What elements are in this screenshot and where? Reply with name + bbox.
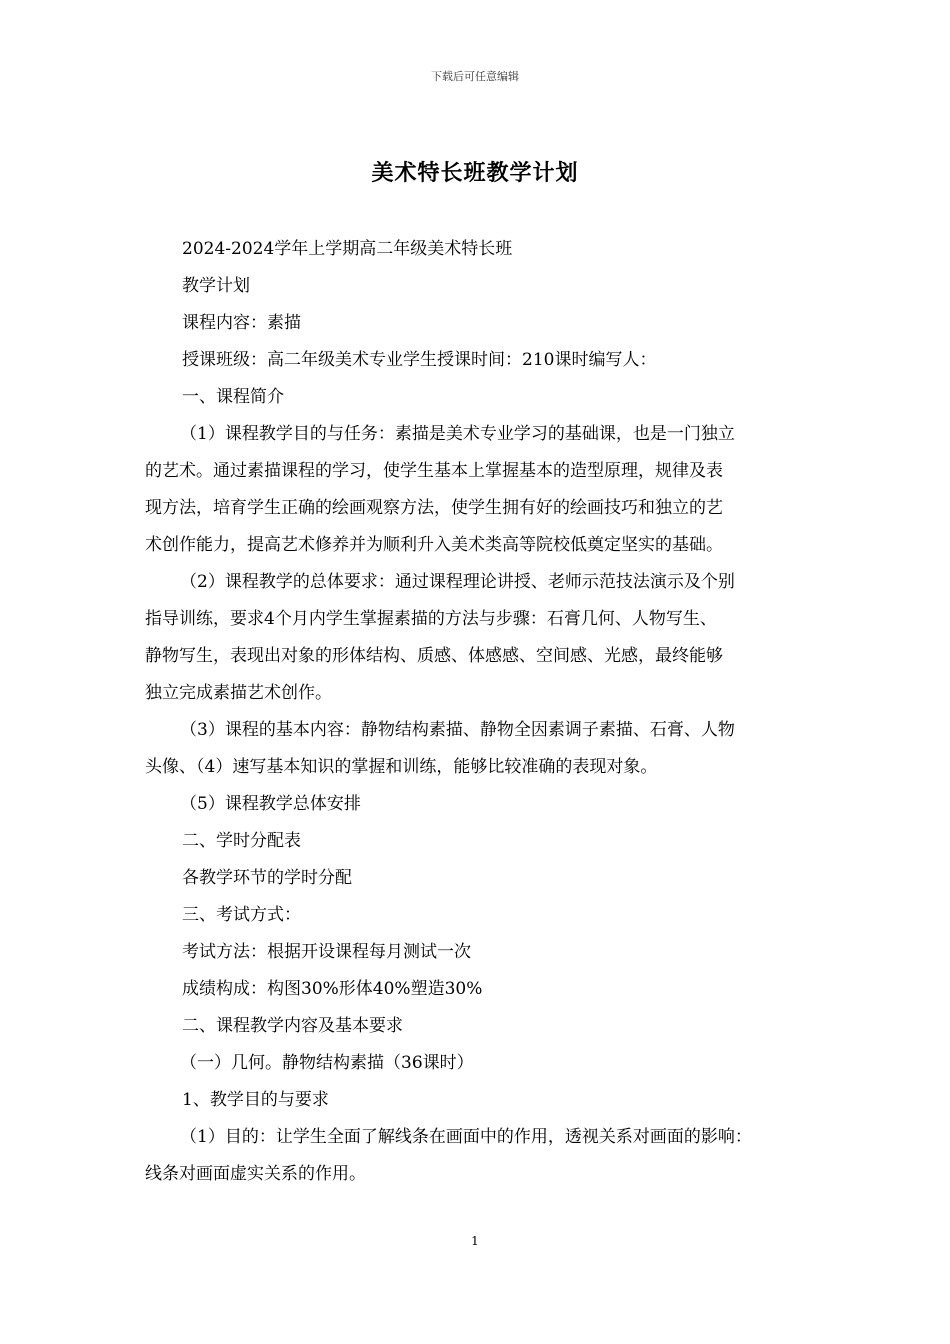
paragraph-line: （3）课程的基本内容：静物结构素描、静物全因素调子素描、石膏、人物: [180, 720, 735, 740]
paragraph-2: [145, 567, 807, 715]
paragraph-line: 现方法，培育学生正确的绘画观察方法，使学生拥有好的绘画技巧和独立的艺: [145, 498, 723, 518]
page-number: 1: [471, 1234, 479, 1248]
section-heading: 二、学时分配表: [182, 831, 301, 851]
paragraph-line: （1）课程教学目的与任务：素描是美术专业学习的基础课，也是一门独立: [180, 424, 735, 444]
plan-label: 教学计划: [182, 276, 250, 296]
paragraph-line: 术创作能力，提高艺术修养并为顺利升入美术类高等院校低奠定坚实的基础。: [145, 535, 723, 555]
paragraph-line: 线条对画面虚实关系的作用。: [145, 1164, 366, 1184]
grade-line: 成绩构成：构图30%形体40%塑造30%: [182, 979, 483, 999]
course-content-line: 课程内容：素描: [182, 313, 301, 333]
paragraph-line: （1）目的：让学生全面了解线条在画面中的作用，透视关系对画面的影响：: [180, 1127, 752, 1147]
item-5-line: （5）课程教学总体安排: [180, 794, 361, 814]
paragraph-line: 的艺术。通过素描课程的学习，使学生基本上掌握基本的造型原理，规律及表: [145, 461, 723, 481]
paragraph-3: [145, 715, 807, 789]
hours-line: 各教学环节的学时分配: [182, 868, 352, 888]
semester-line: 2024-2024学年上学期高二年级美术特长班: [182, 239, 513, 259]
section-heading: 三、考试方式：: [182, 905, 301, 925]
exam-method-line: 考试方法：根据开设课程每月测试一次: [182, 942, 471, 962]
paragraph-line: 独立完成素描艺术创作。: [145, 683, 332, 703]
section-heading: 一、课程简介: [182, 387, 284, 407]
paragraph-line: 指导训练，要求4个月内学生掌握素描的方法与步骤：石膏几何、人物写生、: [145, 609, 717, 629]
paragraph-line: 头像、（4）速写基本知识的掌握和训练，能够比较准确的表现对象。: [145, 757, 658, 777]
paragraph-line: 静物写生，表现出对象的形体结构、质感、体感感、空间感、光感，最终能够: [145, 646, 723, 666]
paragraph-4: [145, 1122, 807, 1196]
section-heading: 二、课程教学内容及基本要求: [182, 1016, 403, 1036]
class-info-line: 授课班级：高二年级美术专业学生授课时间：210课时编写人：: [182, 350, 657, 370]
subsection-heading: （一）几何。静物结构素描（36课时）: [180, 1053, 474, 1073]
paragraph-1: [145, 419, 807, 567]
goal-heading: 1、教学目的与要求: [182, 1090, 329, 1110]
paragraph-line: （2）课程教学的总体要求：通过课程理论讲授、老师示范技法演示及个别: [180, 572, 735, 592]
document-body: [145, 234, 807, 1196]
header-note: 下载后可任意编辑: [431, 70, 519, 83]
document-title: 美术特长班教学计划: [371, 160, 579, 186]
